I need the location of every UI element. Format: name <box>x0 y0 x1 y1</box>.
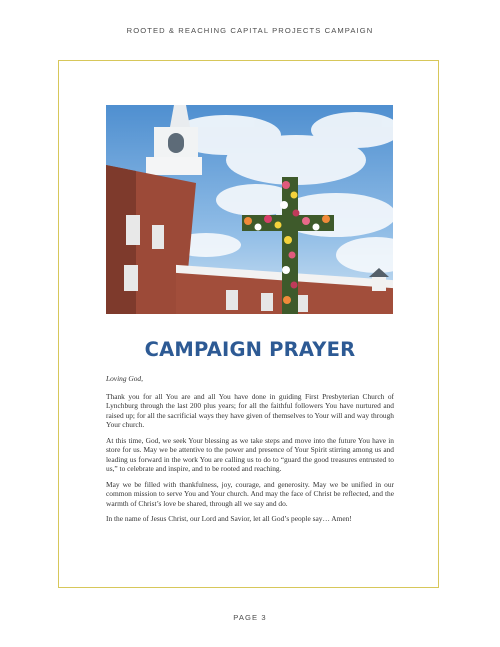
page-title: CAMPAIGN PRAYER <box>144 338 356 361</box>
prayer-paragraph: At this time, God, we seek Your blessing as we take steps and move into the future You have in store for us. May we be attentive to the power and presence of Your Spirit stirring among us and leading us forward in the work You are calling us to do to “guard the good treasures entrusted to us,” to celebrate and inspire, and to be rooted and reaching. <box>106 435 394 473</box>
prayer-salutation: Loving God, <box>106 374 143 383</box>
prayer-paragraph: May we be filled with thankfulness, joy, courage, and generosity. May we be unified in our common mission to serve You and Your church. And may the face of Christ be reflected, and the warmth of Christ’s love be shared, through all we say and do. <box>106 479 394 508</box>
prayer-paragraph: Thank you for all You are and all You have done in guiding First Presbyterian Church of Lynchburg through the last 200 plus years; for all the faithful followers You have nurtured and raised up; for all the sacrificial ways they have given of themselves to Your will and way through Your church. <box>106 391 394 429</box>
page-number: PAGE 3 <box>233 613 267 622</box>
prayer-body <box>106 374 394 530</box>
prayer-closing: In the name of Jesus Christ, our Lord and Savior, let all God’s people say… Amen! <box>106 514 352 523</box>
campaign-header: ROOTED & REACHING CAPITAL PROJECTS CAMPAIGN <box>126 26 374 35</box>
church-flower-cross-photo <box>106 105 393 314</box>
